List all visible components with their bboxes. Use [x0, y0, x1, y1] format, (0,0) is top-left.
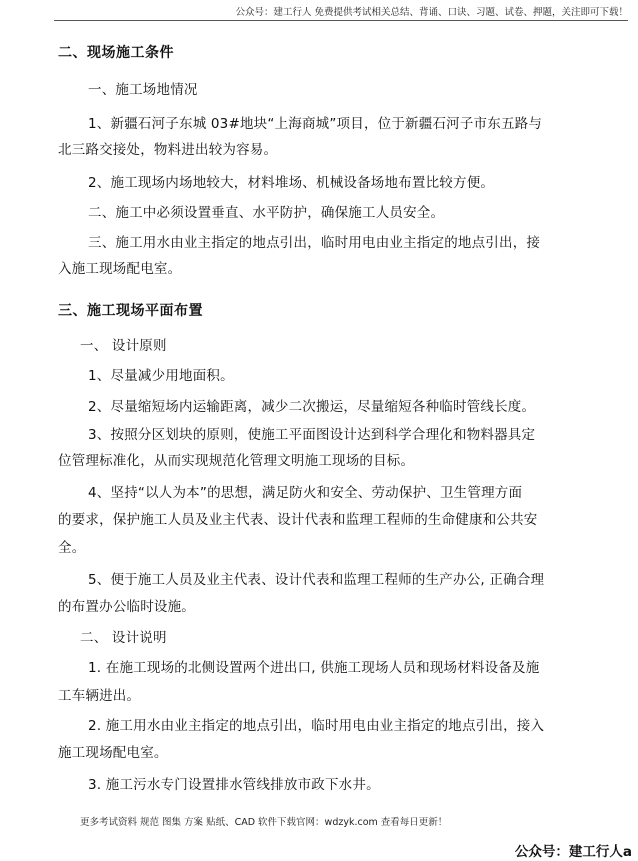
list-item: 1、尽量减少用地面积。	[88, 368, 234, 384]
list-item: 位管理标准化，从而实现规范化管理文明施工现场的目标。	[58, 453, 415, 469]
paragraph-line: 1、新疆石河子东城 03#地块“上海商城”项目，位于新疆石河子市东五路与	[88, 116, 543, 132]
paragraph-line: 北三路交接处，物料进出较为容易。	[58, 142, 278, 158]
list-item: 施工现场配电室。	[58, 745, 168, 761]
list-item: 2. 施工用水由业主指定的地点引出，临时用电由业主指定的地点引出，接入	[88, 718, 545, 734]
list-item: 的要求，保护施工人员及业主代表、设计代表和监理工程师的生命健康和公共安	[58, 512, 538, 528]
paragraph-line: 入施工现场配电室。	[58, 261, 182, 277]
section-heading-site-layout: 三、施工现场平面布置	[58, 303, 203, 319]
list-item: 4、坚持“以人为本”的思想，满足防火和安全、劳动保护、卫生管理方面	[88, 485, 523, 501]
list-item: 2、尽量缩短场内运输距离，减少二次搬运，尽量缩短各种临时管线长度。	[88, 399, 536, 415]
header-divider	[54, 20, 628, 21]
list-item: 全。	[58, 540, 86, 556]
page-header: 公众号：建工行人 免费提供考试相关总结、背诵、口诀、习题、试卷、押题，关注即可下载！	[235, 7, 628, 18]
subheading-site-situation: 一、施工场地情况	[88, 82, 198, 98]
paragraph-line: 2、施工现场内场地较大，材料堆场、机械设备场地布置比较方便。	[88, 175, 495, 191]
watermark-label: 公众号：建工行人a	[514, 844, 632, 860]
subheading-design-notes: 二、 设计说明	[80, 630, 167, 646]
section-heading-site-conditions: 二、现场施工条件	[58, 45, 174, 61]
list-item: 的布置办公临时设施。	[58, 599, 195, 615]
page-footer: 更多考试资料 规范 图集 方案 贴纸、CAD 软件下载官网：wdzyk.com 查看每日更新！	[80, 817, 448, 828]
list-item: 3. 施工污水专门设置排水管线排放市政下水井。	[88, 777, 380, 793]
list-item: 工车辆进出。	[58, 688, 141, 704]
list-item: 3、按照分区划块的原则，使施工平面图设计达到科学合理化和物料器具定	[88, 427, 536, 443]
list-item: 1. 在施工现场的北侧设置两个进出口, 供施工现场人员和现场材料设备及施	[88, 660, 540, 676]
subheading-design-principles: 一、 设计原则	[80, 338, 167, 354]
paragraph-line: 三、施工用水由业主指定的地点引出，临时用电由业主指定的地点引出，接	[88, 235, 541, 251]
list-item: 5、便于施工人员及业主代表、设计代表和监理工程师的生产办公, 正确合理	[88, 572, 545, 588]
paragraph-line: 二、施工中必须设置垂直、水平防护，确保施工人员安全。	[88, 205, 445, 221]
